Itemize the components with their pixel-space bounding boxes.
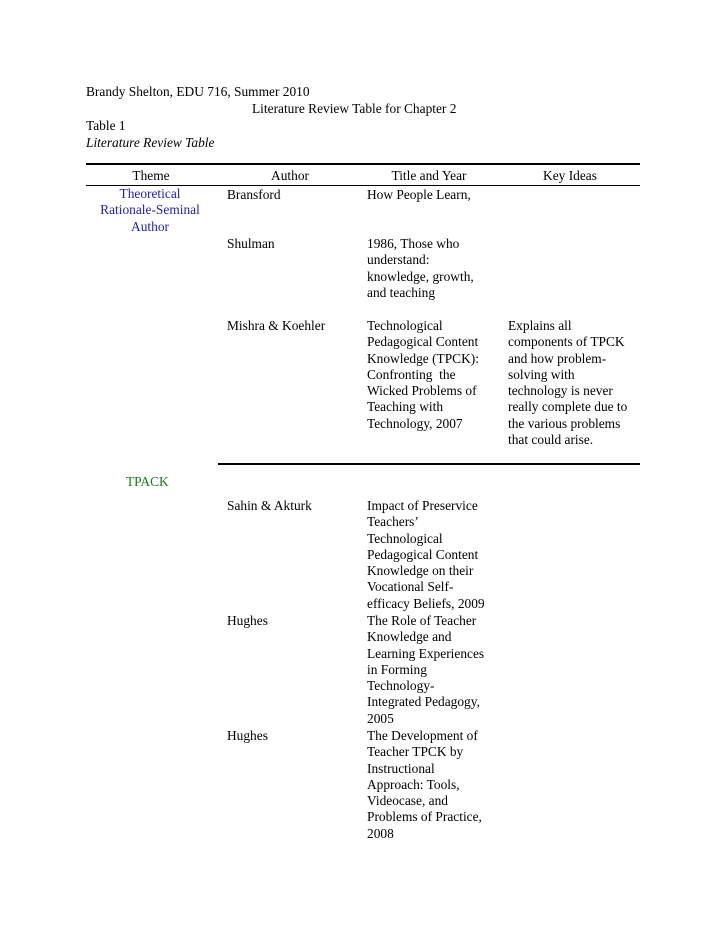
title-line: Wicked Problems of	[367, 383, 477, 399]
title-line: How People Learn,	[367, 187, 471, 202]
title-year-cell	[367, 728, 482, 842]
title-line: The Development of	[367, 728, 478, 743]
table-number: Table 1	[86, 118, 126, 133]
table-caption: Literature Review Table	[86, 135, 215, 150]
key-idea-line: and how problem-	[508, 350, 607, 366]
title-year-cell	[367, 613, 484, 727]
title-line: Instructional	[367, 760, 435, 776]
author-cell: Sahin & Akturk	[227, 498, 312, 513]
title-line: Integrated Pedagogy,	[367, 694, 480, 710]
title-line: and teaching	[367, 284, 436, 300]
key-idea-line: technology is never	[508, 383, 613, 399]
key-idea-line: really complete due to	[508, 399, 628, 415]
title-line: Teachers’	[367, 514, 419, 530]
title-line: Problems of Practice,	[367, 809, 482, 825]
title-year-cell	[367, 187, 471, 203]
author-cell: Bransford	[227, 187, 281, 202]
title-line: understand:	[367, 252, 430, 268]
title-line: Technological	[367, 530, 443, 546]
key-idea-line: that could arise.	[508, 432, 594, 448]
author-cell: Hughes	[227, 613, 268, 628]
title-line: The Role of Teacher	[367, 613, 477, 628]
title-line: Knowledge on their	[367, 563, 474, 579]
title-year-cell	[367, 318, 479, 432]
title-year-cell	[367, 498, 485, 612]
title-line: Technology, 2007	[367, 415, 463, 431]
title-line: 2005	[367, 710, 394, 726]
author-line: Brandy Shelton, EDU 716, Summer 2010	[86, 84, 310, 99]
title-line: knowledge, growth,	[367, 268, 474, 284]
key-ideas-cell	[508, 318, 627, 448]
author-cell: Shulman	[227, 236, 275, 251]
key-idea-line: components of TPCK	[508, 334, 625, 350]
title-line: Technology-	[367, 678, 435, 694]
theme-line: Author	[131, 218, 169, 234]
theme-line: Rationale-Seminal	[100, 202, 200, 218]
title-line: Confronting the	[367, 366, 456, 382]
theme-line: Theoretical	[119, 186, 181, 201]
key-idea-line: the various problems	[508, 415, 621, 431]
title-line: 2008	[367, 825, 394, 841]
title-year-cell	[367, 236, 474, 301]
title-line: Pedagogical Content	[367, 334, 479, 350]
title-line: Knowledge and	[367, 629, 452, 645]
title-line: Impact of Preservice	[367, 498, 478, 513]
document-title: Literature Review Table for Chapter 2	[252, 101, 457, 116]
column-header-key-ideas: Key Ideas	[543, 168, 597, 183]
title-line: Learning Experiences	[367, 645, 485, 661]
table-top-rule	[86, 163, 640, 165]
column-header-title-year: Title and Year	[391, 168, 467, 183]
author-cell: Hughes	[227, 728, 268, 743]
title-line: Teacher TPCK by	[367, 744, 464, 760]
author-cell: Mishra & Koehler	[227, 318, 326, 333]
column-header-author: Author	[271, 168, 309, 183]
column-header-theme: Theme	[132, 168, 170, 183]
title-line: efficacy Beliefs, 2009	[367, 595, 485, 611]
title-line: Technological	[367, 318, 443, 333]
theme-tpack: TPACK	[126, 474, 169, 489]
title-line: Knowledge (TPCK):	[367, 350, 479, 366]
title-line: Videocase, and	[367, 793, 448, 809]
title-line: in Forming	[367, 661, 427, 677]
title-line: 1986, Those who	[367, 236, 460, 251]
theme-theoretical-rationale	[88, 186, 212, 235]
title-line: Pedagogical Content	[367, 546, 479, 562]
section-divider-rule	[218, 463, 640, 465]
title-line: Vocational Self-	[367, 579, 454, 595]
title-line: Approach: Tools,	[367, 776, 460, 792]
title-line: Teaching with	[367, 399, 444, 415]
key-idea-line: Explains all	[508, 318, 572, 333]
key-idea-line: solving with	[508, 366, 575, 382]
